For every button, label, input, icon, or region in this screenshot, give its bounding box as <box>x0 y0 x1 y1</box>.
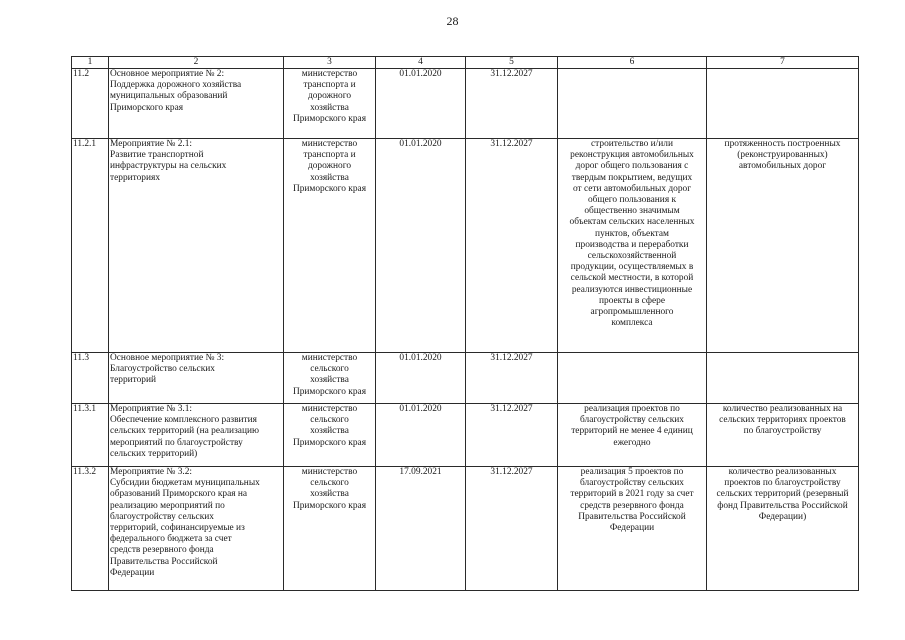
column-header: 5 <box>466 57 558 69</box>
target-indicator: протяженность построенных (реконструированных) автомобильных дорог <box>707 139 859 353</box>
target-indicator: количество реализованных на сельских территориях проектов по благоустройству <box>707 404 859 467</box>
table-row <box>72 139 859 353</box>
end-date: 31.12.2027 <box>466 467 558 591</box>
expected-result <box>558 353 707 404</box>
start-date: 01.01.2020 <box>376 139 466 353</box>
row-number: 11.2.1 <box>72 139 109 353</box>
end-date: 31.12.2027 <box>466 69 558 139</box>
column-header: 2 <box>109 57 284 69</box>
target-indicator <box>707 353 859 404</box>
header-row <box>72 57 859 69</box>
row-number: 11.3 <box>72 353 109 404</box>
responsible-executor: министерство сельского хозяйства Приморского края <box>284 353 376 404</box>
column-header: 6 <box>558 57 707 69</box>
responsible-executor: министерство сельского хозяйства Приморского края <box>284 467 376 591</box>
activity-name: Мероприятие № 2.1: Развитие транспортной инфраструктуры на сельских территориях <box>109 139 284 353</box>
end-date: 31.12.2027 <box>466 404 558 467</box>
activities-table <box>71 56 859 591</box>
row-number: 11.3.1 <box>72 404 109 467</box>
column-header: 3 <box>284 57 376 69</box>
responsible-executor: министерство транспорта и дорожного хозяйства Приморского края <box>284 69 376 139</box>
end-date: 31.12.2027 <box>466 353 558 404</box>
activity-name: Мероприятие № 3.2: Субсидии бюджетам муниципальных образований Приморского края на реализацию мероприятий по благоустройству сельских территорий, софинансируемые из федерального бюджета за счет средств резервного фонда Правительства Российской Федерации <box>109 467 284 591</box>
activity-name: Основное мероприятие № 2: Поддержка дорожного хозяйства муниципальных образований Приморского края <box>109 69 284 139</box>
start-date: 01.01.2020 <box>376 353 466 404</box>
expected-result <box>558 69 707 139</box>
expected-result: строительство и/или реконструкция автомобильных дорог общего пользования с твердым покрытием, ведущих от сети автомобильных дорог общего пользования к общественно значимым объектам сельских населенных пунктов, объектам производства и переработки сельскохозяйственной продукции, осуществляемых в сельской местности, в которой реализуются инвестиционные проекты в сфере агропромышленного комплекса <box>558 139 707 353</box>
table-row <box>72 353 859 404</box>
column-header: 1 <box>72 57 109 69</box>
row-number: 11.2 <box>72 69 109 139</box>
row-number: 11.3.2 <box>72 467 109 591</box>
page-number: 28 <box>446 14 459 28</box>
column-header: 4 <box>376 57 466 69</box>
activity-name: Основное мероприятие № 3: Благоустройство сельских территорий <box>109 353 284 404</box>
table-row <box>72 404 859 467</box>
target-indicator: количество реализованных проектов по благоустройству сельских территорий (резервный фонд Правительства Российской Федерации) <box>707 467 859 591</box>
end-date: 31.12.2027 <box>466 139 558 353</box>
responsible-executor: министерство транспорта и дорожного хозяйства Приморского края <box>284 139 376 353</box>
start-date: 01.01.2020 <box>376 404 466 467</box>
table-row <box>72 69 859 139</box>
expected-result: реализация 5 проектов по благоустройству сельских территорий в 2021 году за счет средств резервного фонда Правительства Российской Федерации <box>558 467 707 591</box>
start-date: 17.09.2021 <box>376 467 466 591</box>
responsible-executor: министерство сельского хозяйства Приморского края <box>284 404 376 467</box>
column-header: 7 <box>707 57 859 69</box>
activity-name: Мероприятие № 3.1: Обеспечение комплексного развития сельских территорий (на реализацию мероприятий по благоустройству сельских территорий) <box>109 404 284 467</box>
expected-result: реализация проектов по благоустройству сельских территорий не менее 4 единиц ежегодно <box>558 404 707 467</box>
start-date: 01.01.2020 <box>376 69 466 139</box>
target-indicator <box>707 69 859 139</box>
table-row <box>72 467 859 591</box>
